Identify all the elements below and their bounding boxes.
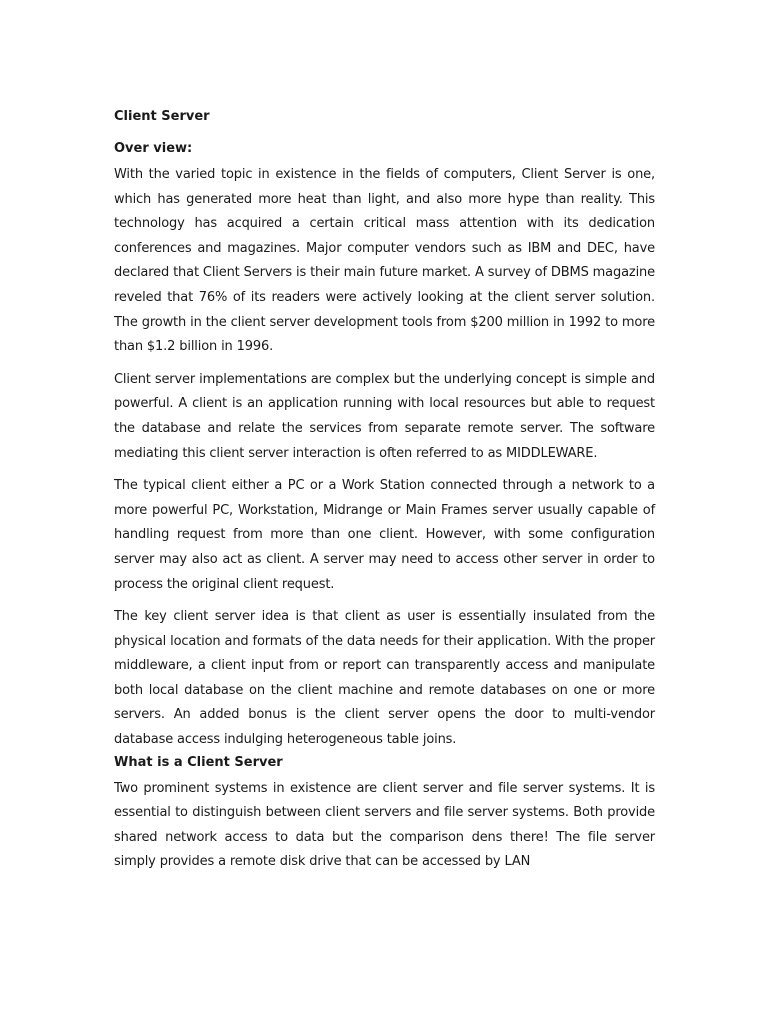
paragraph-overview: With the varied topic in existence in the fields of computers, Client Server is one, which has generated more heat than light, and also more hype than reality. This technology has acquired a certain critical mass attention with its dedication conferences and magazines. Major computer vendors such as IBM and DEC, have declared that Client Servers is their main future market. A survey of DBMS magazine reveled that 76% of its readers were actively looking at the client server solution. The growth in the client server development tools from $200 million in 1992 to more than $1.2 billion in 1996. [114, 167, 655, 355]
section-heading-what-is: What is a Client Server [114, 754, 283, 770]
paragraph-what-is: Two prominent systems in existence are client server and file server systems. It is essential to distinguish between client servers and file server systems. Both provide shared network access to data but the comparison dens there! The file server simply provides a remote disk drive that can be accessed by LAN [114, 780, 655, 870]
overview-heading: Over view: [114, 141, 193, 156]
paragraph-key-idea: The key client server idea is that client as user is essentially insulated from the physical location and formats of the data needs for their application. With the proper middleware, a client input from or report can transparently access and manipulate both local database on the client machine and remote databases on one or more servers. An added bonus is the client server opens the door to multi-vendor database access indulging heterogeneous table joins. [114, 609, 655, 748]
paragraph-implementations: Client server implementations are complex but the underlying concept is simple and powerful. A client is an application running with local resources but able to request the database and relate the services from separate remote server. The software mediating this client server interaction is often referred to as MIDDLEWARE. [114, 371, 655, 461]
document-title: Client Server [114, 109, 210, 124]
document-body [114, 107, 655, 875]
paragraph-typical-client: The typical client either a PC or a Work Station connected through a network to a more powerful PC, Workstation, Midrange or Main Frames server usually capable of handling request from more than one client. However, with some configuration server may also act as client. A server may need to access other server in order to process the original client request. [114, 478, 655, 592]
